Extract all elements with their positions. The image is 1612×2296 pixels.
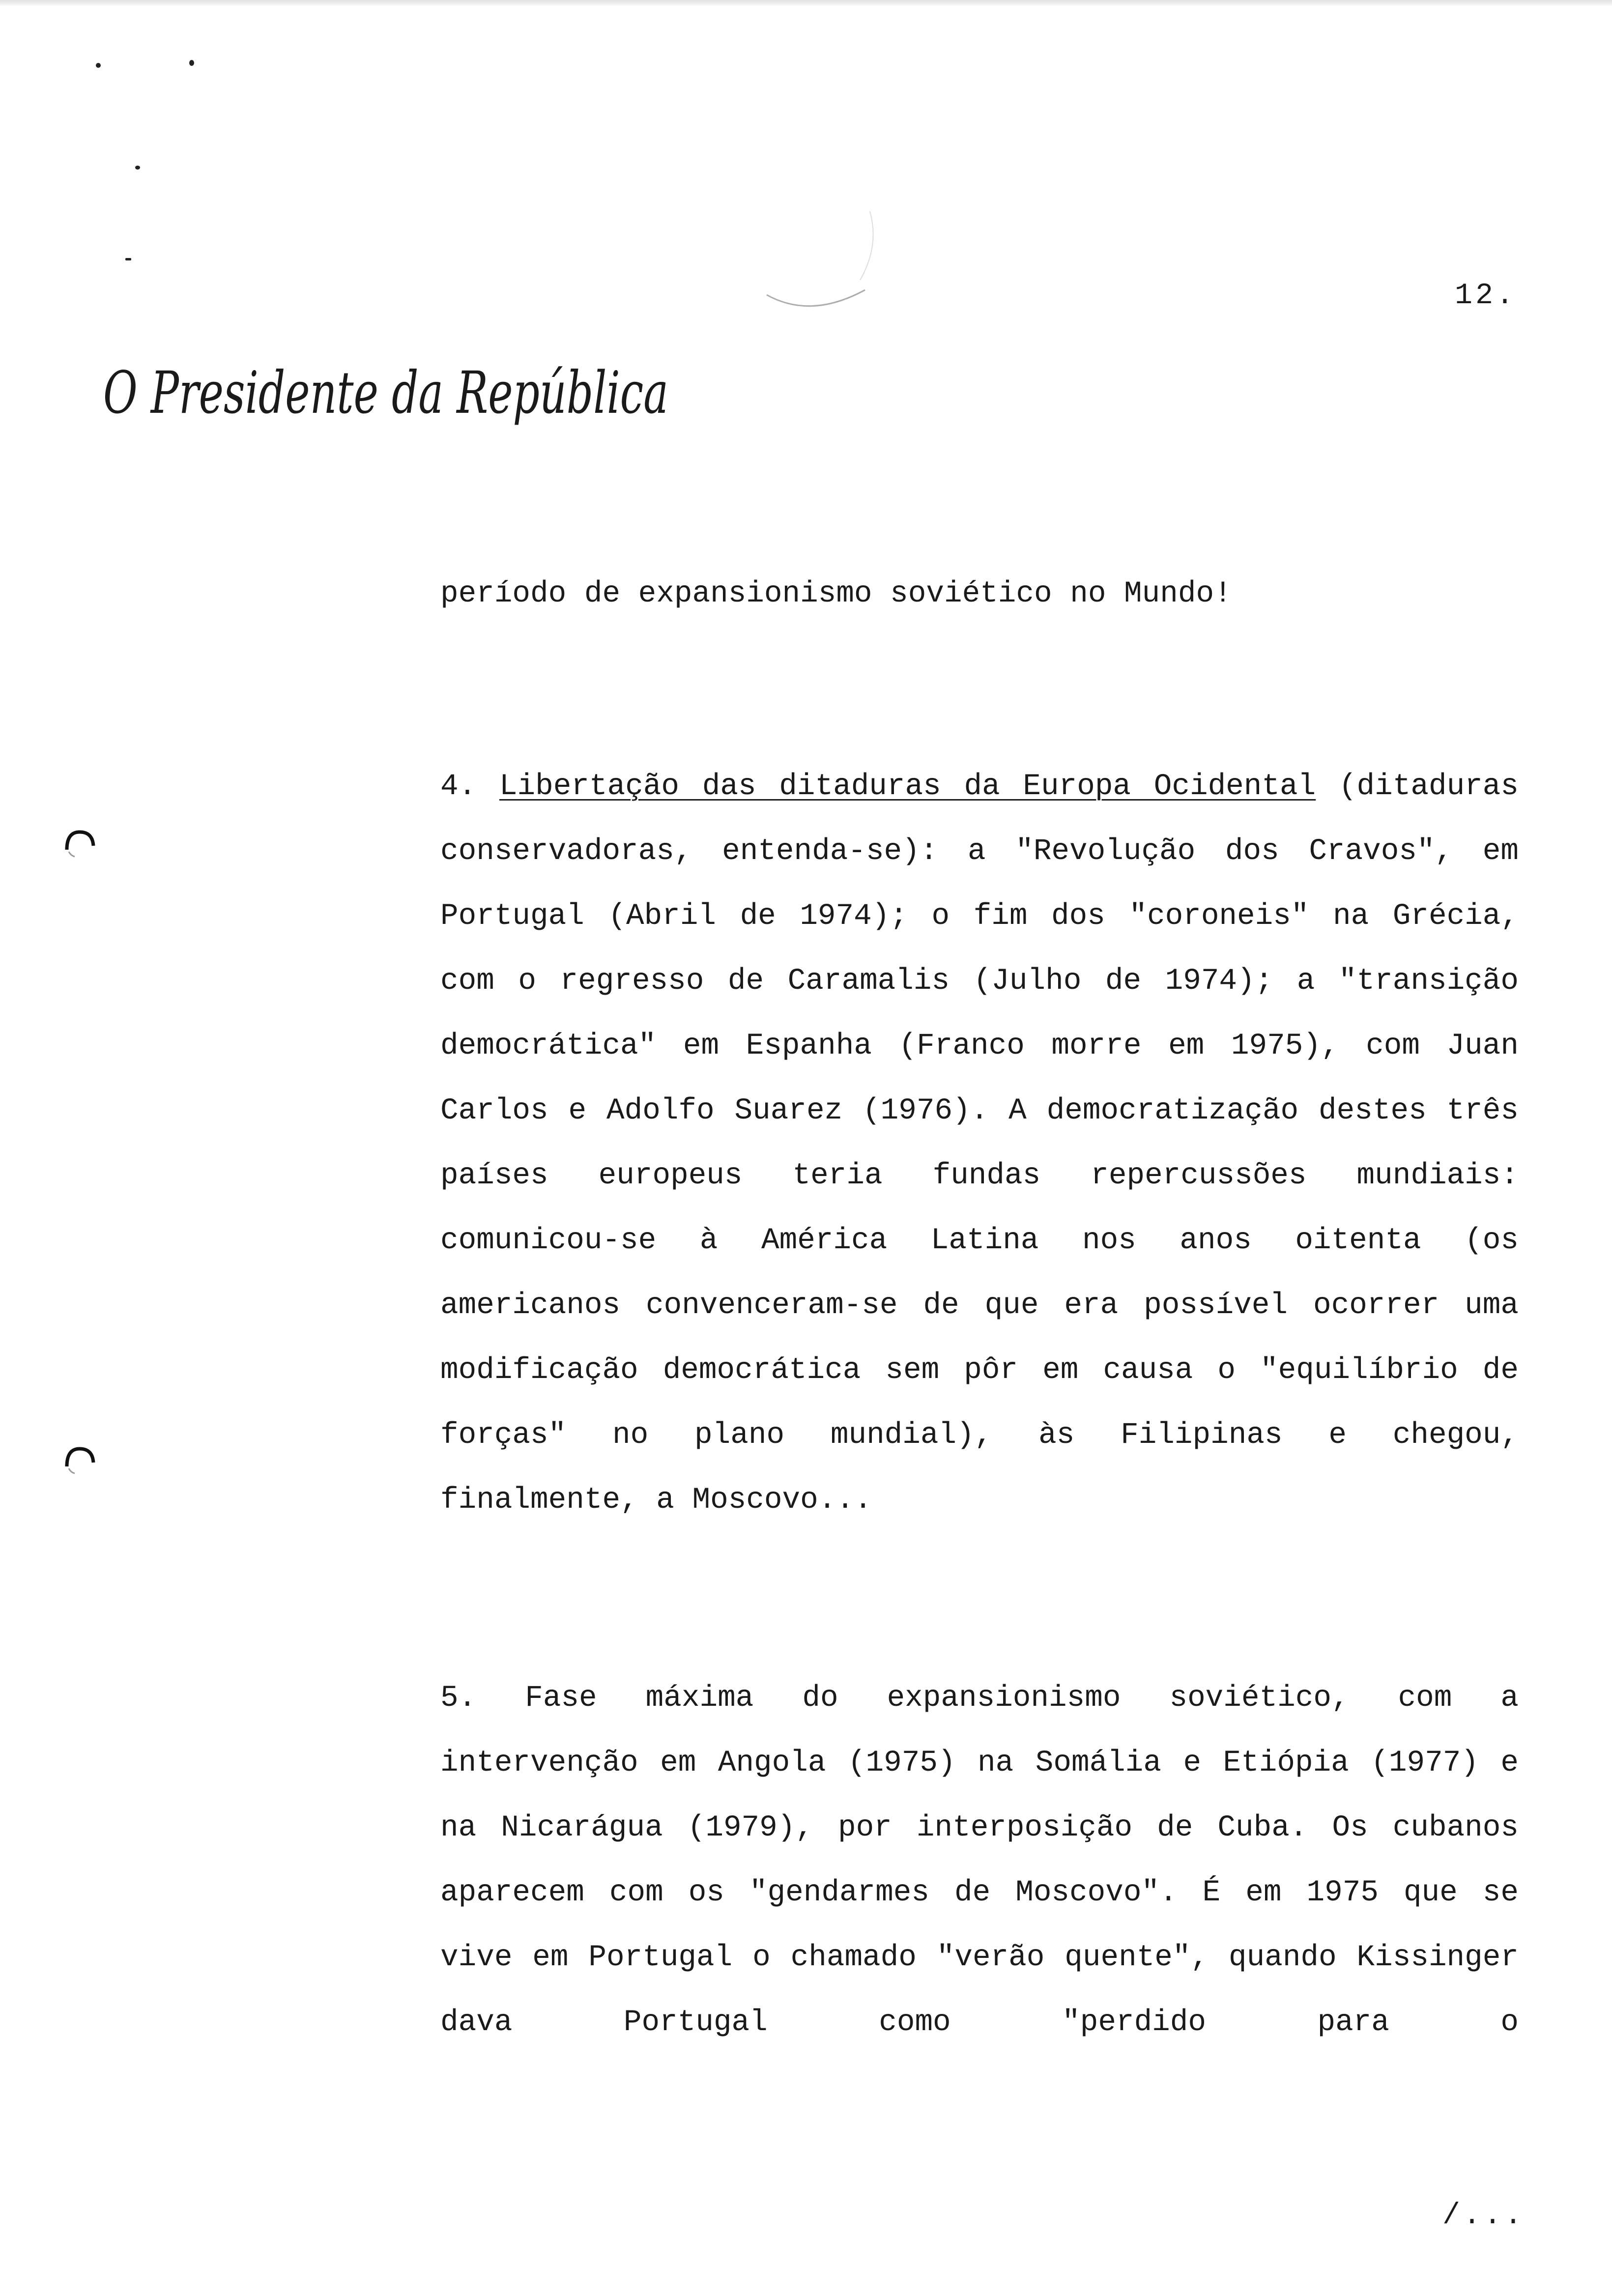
scan-dot — [135, 166, 140, 170]
page-number: 12. — [1455, 279, 1517, 313]
faint-scan-mark — [757, 162, 885, 319]
paragraph-5-text: 5. Fase máxima do expansionismo soviético, com a intervenção em Angola (1975) na Somália e Etiópia (1977) e na Nicarágua (1979), por interposição de Cuba. Os cubanos aparecem com os "gendarmes de Moscovo". É em 1975 que se vive em Portugal o chamado "verão quente", quando Kissinger dava Portugal como "perdido para o — [440, 1681, 1519, 2039]
scan-edge — [0, 0, 1612, 7]
scan-dot — [125, 258, 131, 260]
svg-text:O Presidente da República: O Presidente da República — [103, 359, 668, 427]
letterhead-logo — [98, 344, 678, 437]
continuation-mark: /... — [1442, 2199, 1526, 2233]
paragraph-intro — [440, 562, 1519, 627]
paragraph-4-text — [440, 754, 1519, 1533]
paragraph-intro-text: período de expansionismo soviético no Mundo! — [440, 577, 1232, 611]
paragraph-4-number: 4. — [440, 770, 477, 804]
paragraph-5 — [440, 1666, 1519, 2055]
paragraph-4-body: (ditaduras conservadoras, entenda-se): a "Revolução dos Cravos", em Portugal (Abril de 1974); o fim dos "coroneis" na Grécia, com o regresso de Caramalis (Julho de 1974); a "transição democrática" em Espanha (Franco morre em 1975), com Juan Carlos e Adolfo Suarez (1976). A democratização destes três países europeus teria fundas repercussões mundiais: comunicou-se à América Latina nos anos oitenta (os americanos convenceram-se de que era possível ocorrer uma modificação democrática sem pôr em causa o "equilíbrio de forças" no plano mundial), às Filipinas e chegou, finalmente, a Moscovo... — [440, 770, 1519, 1517]
punch-hole-icon — [64, 828, 95, 860]
paragraph-4 — [440, 754, 1519, 1533]
scan-dot — [96, 63, 101, 68]
scan-dot — [189, 60, 194, 66]
paragraph-4-heading: Libertação das ditaduras da Europa Ocidental — [499, 770, 1316, 804]
punch-hole-icon — [64, 1445, 95, 1476]
